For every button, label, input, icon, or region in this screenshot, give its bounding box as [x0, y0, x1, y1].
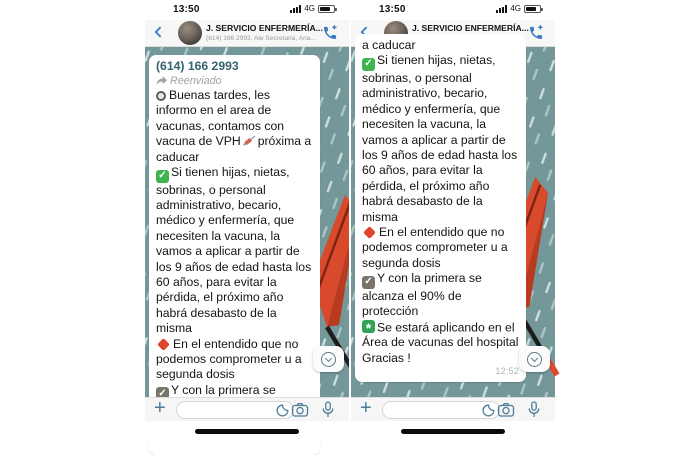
chevron-down-icon	[321, 352, 336, 367]
status-time: 13:50	[379, 4, 406, 15]
syringe-emoji	[242, 134, 257, 147]
chat-area	[145, 47, 349, 397]
sticker-icon[interactable]	[482, 404, 495, 417]
chat-subtitle: (614) 166 2993, Ale Secretaria, Ana...	[206, 34, 316, 42]
home-area	[351, 421, 555, 438]
message-input[interactable]	[382, 401, 500, 419]
chat-header	[145, 20, 349, 47]
message-text: Y con la primera se	[171, 382, 276, 397]
message-text: Se estará aplicando en el Área de vacunas del hospital	[362, 320, 519, 350]
camera-icon[interactable]	[291, 401, 309, 419]
message-text: Gracias !	[362, 350, 411, 365]
message-line	[362, 320, 519, 351]
battery-icon	[524, 5, 541, 13]
message-input-bar	[145, 397, 349, 421]
message-text: En el entendido que no podemos comprometer u a segunda dosis	[156, 336, 302, 382]
whatsapp-screenshot-right	[349, 0, 555, 438]
message-line	[362, 53, 519, 225]
message-bubble[interactable]	[149, 55, 320, 455]
signal-strength-icon	[496, 5, 507, 13]
status-bar	[351, 0, 555, 20]
message-text: En el entendido que no podemos comprometer u a segunda dosis	[362, 224, 508, 270]
chat-title: J. SERVICIO ENFERMERÍA...	[206, 23, 323, 33]
chat-area	[351, 38, 555, 397]
message-input[interactable]	[176, 401, 294, 419]
chat-title-block[interactable]	[206, 23, 323, 42]
group-avatar[interactable]	[178, 21, 202, 45]
attach-plus-button[interactable]	[360, 397, 378, 421]
battery-icon	[318, 5, 335, 13]
chevron-down-icon	[527, 352, 542, 367]
message-bubble[interactable]	[355, 34, 526, 382]
message-timestamp: 12:52	[495, 365, 519, 377]
scroll-to-bottom-button[interactable]	[519, 346, 550, 372]
green-check-emoji	[156, 170, 169, 183]
red-diamond-emoji	[157, 338, 170, 351]
message-text: próxima a caducar	[156, 134, 312, 164]
forwarded-row	[156, 74, 313, 88]
message-line	[362, 38, 519, 53]
signal-strength-icon	[290, 5, 301, 13]
network-type-label: 4G	[510, 4, 521, 13]
sender-phone-number[interactable]: (614) 166 2993	[156, 59, 239, 73]
message-text: a caducar	[362, 38, 416, 52]
message-text: Y con la primera se alcanza el 90% de protección	[362, 271, 482, 319]
attach-plus-button[interactable]	[154, 397, 172, 421]
message-input-bar	[351, 397, 555, 421]
network-type-label: 4G	[304, 4, 315, 13]
green-check-emoji	[362, 58, 375, 71]
home-indicator[interactable]	[195, 429, 299, 434]
message-line	[362, 271, 519, 319]
add-call-icon[interactable]	[527, 24, 545, 42]
message-line	[362, 225, 519, 271]
home-indicator[interactable]	[401, 429, 505, 434]
ring-emoji	[156, 91, 166, 101]
microphone-icon[interactable]	[526, 401, 542, 419]
status-time: 13:50	[173, 4, 200, 15]
sticker-icon[interactable]	[276, 404, 289, 417]
message-text: Si tienen hijas, nietas, sobrinas, o personal administrativo, becario, médico y enfermería, que necesiten la vacuna, la vamos a aplicar a partir de los 9 años de edad hasta los 60 años, para evitar la pérdida, el próximo año habrá desabasto de la misma	[156, 165, 312, 336]
message-text: Buenas tardes, les informo en el area de vacunas, contamos con vacuna de VPH	[156, 88, 285, 149]
scroll-to-bottom-button[interactable]	[313, 346, 344, 372]
forwarded-arrow-icon	[156, 76, 167, 86]
forwarded-label: Reenviado	[170, 75, 222, 87]
camera-icon[interactable]	[497, 401, 515, 419]
microphone-icon[interactable]	[320, 401, 336, 419]
message-line	[156, 337, 313, 383]
message-line	[156, 88, 313, 165]
status-bar	[145, 0, 349, 20]
chat-title: J. SERVICIO ENFERMERÍA...	[412, 23, 529, 33]
sparkle-emoji	[362, 320, 375, 333]
add-call-icon[interactable]	[321, 24, 339, 42]
home-area	[145, 421, 349, 438]
chevron-left-icon	[154, 26, 165, 37]
red-diamond-emoji	[363, 226, 376, 239]
back-button[interactable]	[153, 27, 165, 39]
whatsapp-screenshot-left	[145, 0, 349, 438]
message-text: Si tienen hijas, nietas, sobrinas, o personal administrativo, becario, médico y enfermería, que necesiten la vacuna, la vamos a aplicar a partir de los 9 años de edad hasta los 60 años, para evitar la pérdida, el próximo año habrá desabasto de la misma	[362, 53, 518, 224]
message-line	[156, 165, 313, 337]
ballot-check-emoji	[362, 276, 375, 289]
